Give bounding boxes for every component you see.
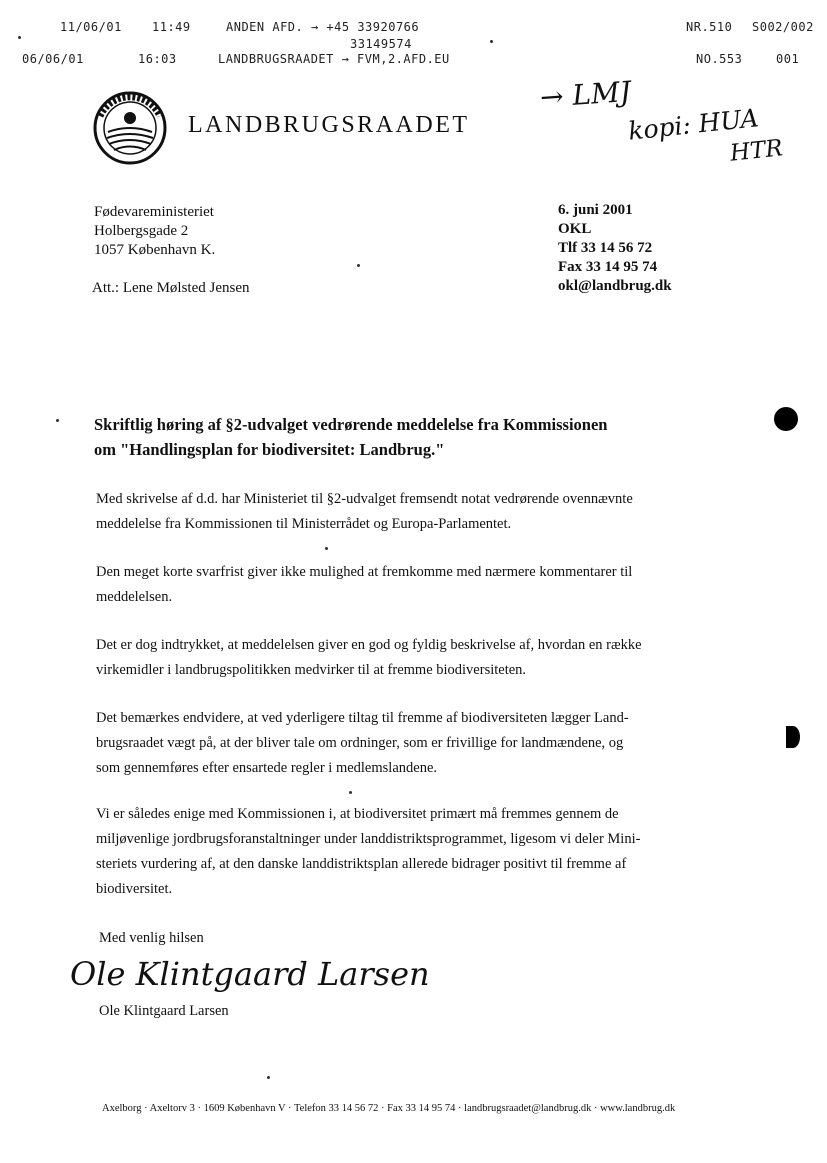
- sender-phone: Tlf 33 14 56 72: [558, 240, 653, 256]
- body-paragraph-2: [96, 560, 632, 610]
- body-line: som gennemføres efter ensartede regler i medlemslandene.: [96, 760, 438, 776]
- body-line: brugsraadet vægt på, at der bliver tale om ordninger, som er frivillige for landmændene, og: [96, 735, 624, 751]
- attention-line: Att.: Lene Mølsted Jensen: [92, 280, 250, 296]
- recipient-address: [94, 203, 215, 260]
- sender-initials: OKL: [558, 221, 592, 237]
- punch-hole-mark: [786, 726, 800, 748]
- body-paragraph-3: [96, 633, 642, 683]
- handwritten-signature: Ole Klintgaard Larsen: [70, 955, 430, 993]
- body-line: virkemidler i landbrugspolitikken medvirker til at fremme biodiversiteten.: [96, 662, 527, 678]
- fax-header-route-2: LANDBRUGSRAADET → FVM,2.AFD.EU: [218, 52, 450, 66]
- sender-email: okl@landbrug.dk: [558, 278, 672, 294]
- scan-speck: [349, 791, 352, 794]
- subject-line-1: Skriftlig høring af §2-udvalget vedrørende meddelelse fra Kommissionen: [94, 415, 608, 434]
- body-line: miljøvenlige jordbrugsforanstaltninger under landdistriktsprogrammet, ligesom vi deler Mini-: [96, 831, 641, 847]
- body-line: biodiversitet.: [96, 881, 173, 897]
- fax-header-nr-1: NR.510: [686, 20, 733, 34]
- handwritten-note-3: HTR: [728, 135, 784, 167]
- body-line: Det er dog indtrykket, at meddelelsen giver en god og fyldig beskrivelse af, hvordan en række: [96, 637, 642, 653]
- fax-header-page-2: 001: [776, 52, 800, 66]
- body-line: Den meget korte svarfrist giver ikke mulighed at fremkomme med nærmere kommentarer til: [96, 564, 633, 580]
- recipient-line-3: 1057 København K.: [94, 242, 216, 258]
- scan-speck: [56, 419, 59, 422]
- fax-header-date-1: 11/06/01: [60, 20, 122, 34]
- letter-date: 6. juni 2001: [558, 202, 633, 218]
- body-paragraph-5: [96, 802, 640, 902]
- recipient-line-1: Fødevareministeriet: [94, 204, 214, 220]
- fax-header-no-2: NO.553: [696, 52, 743, 66]
- sender-fax: Fax 33 14 95 74: [558, 259, 658, 275]
- body-line: Vi er således enige med Kommissionen i, at biodiversitet primært må fremmes gennem de: [96, 806, 619, 822]
- handwritten-note-1: → LMJ: [538, 74, 632, 115]
- fax-header-time-2: 16:03: [138, 52, 177, 66]
- sender-contact-block: [558, 201, 672, 296]
- body-line: Med skrivelse af d.d. har Ministeriet til §2-udvalget fremsendt notat vedrørende ovennævnte: [96, 491, 633, 507]
- punch-hole-mark: [774, 407, 798, 431]
- body-paragraph-1: [96, 487, 633, 537]
- body-line: meddelelse fra Kommissionen til Ministerrådet og Europa-Parlamentet.: [96, 516, 512, 532]
- recipient-line-2: Holbergsgade 2: [94, 223, 189, 239]
- signatory-name: Ole Klintgaard Larsen: [99, 1003, 229, 1019]
- organization-name: LANDBRUGSRAADET: [188, 112, 470, 138]
- letter-subject: [94, 412, 607, 462]
- scan-speck: [18, 36, 21, 39]
- scan-speck: [490, 40, 493, 43]
- scan-speck: [325, 547, 328, 550]
- closing-greeting: Med venlig hilsen: [99, 930, 204, 946]
- scan-speck: [357, 264, 360, 267]
- letterhead-footer: Axelborg · Axeltorv 3 · 1609 København V · Telefon 33 14 56 72 · Fax 33 14 95 74 · landbrugsraadet@landbrug.dk · www.landbrug.dk: [102, 1103, 676, 1114]
- landbrugsraadet-seal-icon: [92, 90, 168, 166]
- body-paragraph-4: [96, 706, 629, 781]
- fax-header-time-1: 11:49: [152, 20, 191, 34]
- subject-line-2: om "Handlingsplan for biodiversitet: Landbrug.": [94, 440, 445, 459]
- handwritten-note-2: kopi: HUA: [626, 103, 760, 146]
- body-line: steriets vurdering af, at den danske landdistriktsplan allerede bidrager positivt til fremme af: [96, 856, 627, 872]
- fax-header-date-2: 06/06/01: [22, 52, 84, 66]
- scan-speck: [267, 1076, 270, 1079]
- fax-header-route-1: ANDEN AFD. → +45 33920766: [226, 20, 420, 34]
- body-line: meddelelsen.: [96, 589, 173, 605]
- fax-header-extra-number: 33149574: [350, 37, 412, 51]
- fax-header-page-1: S002/002: [752, 20, 814, 34]
- body-line: Det bemærkes endvidere, at ved yderligere tiltag til fremme af biodiversiteten lægger Land-: [96, 710, 629, 726]
